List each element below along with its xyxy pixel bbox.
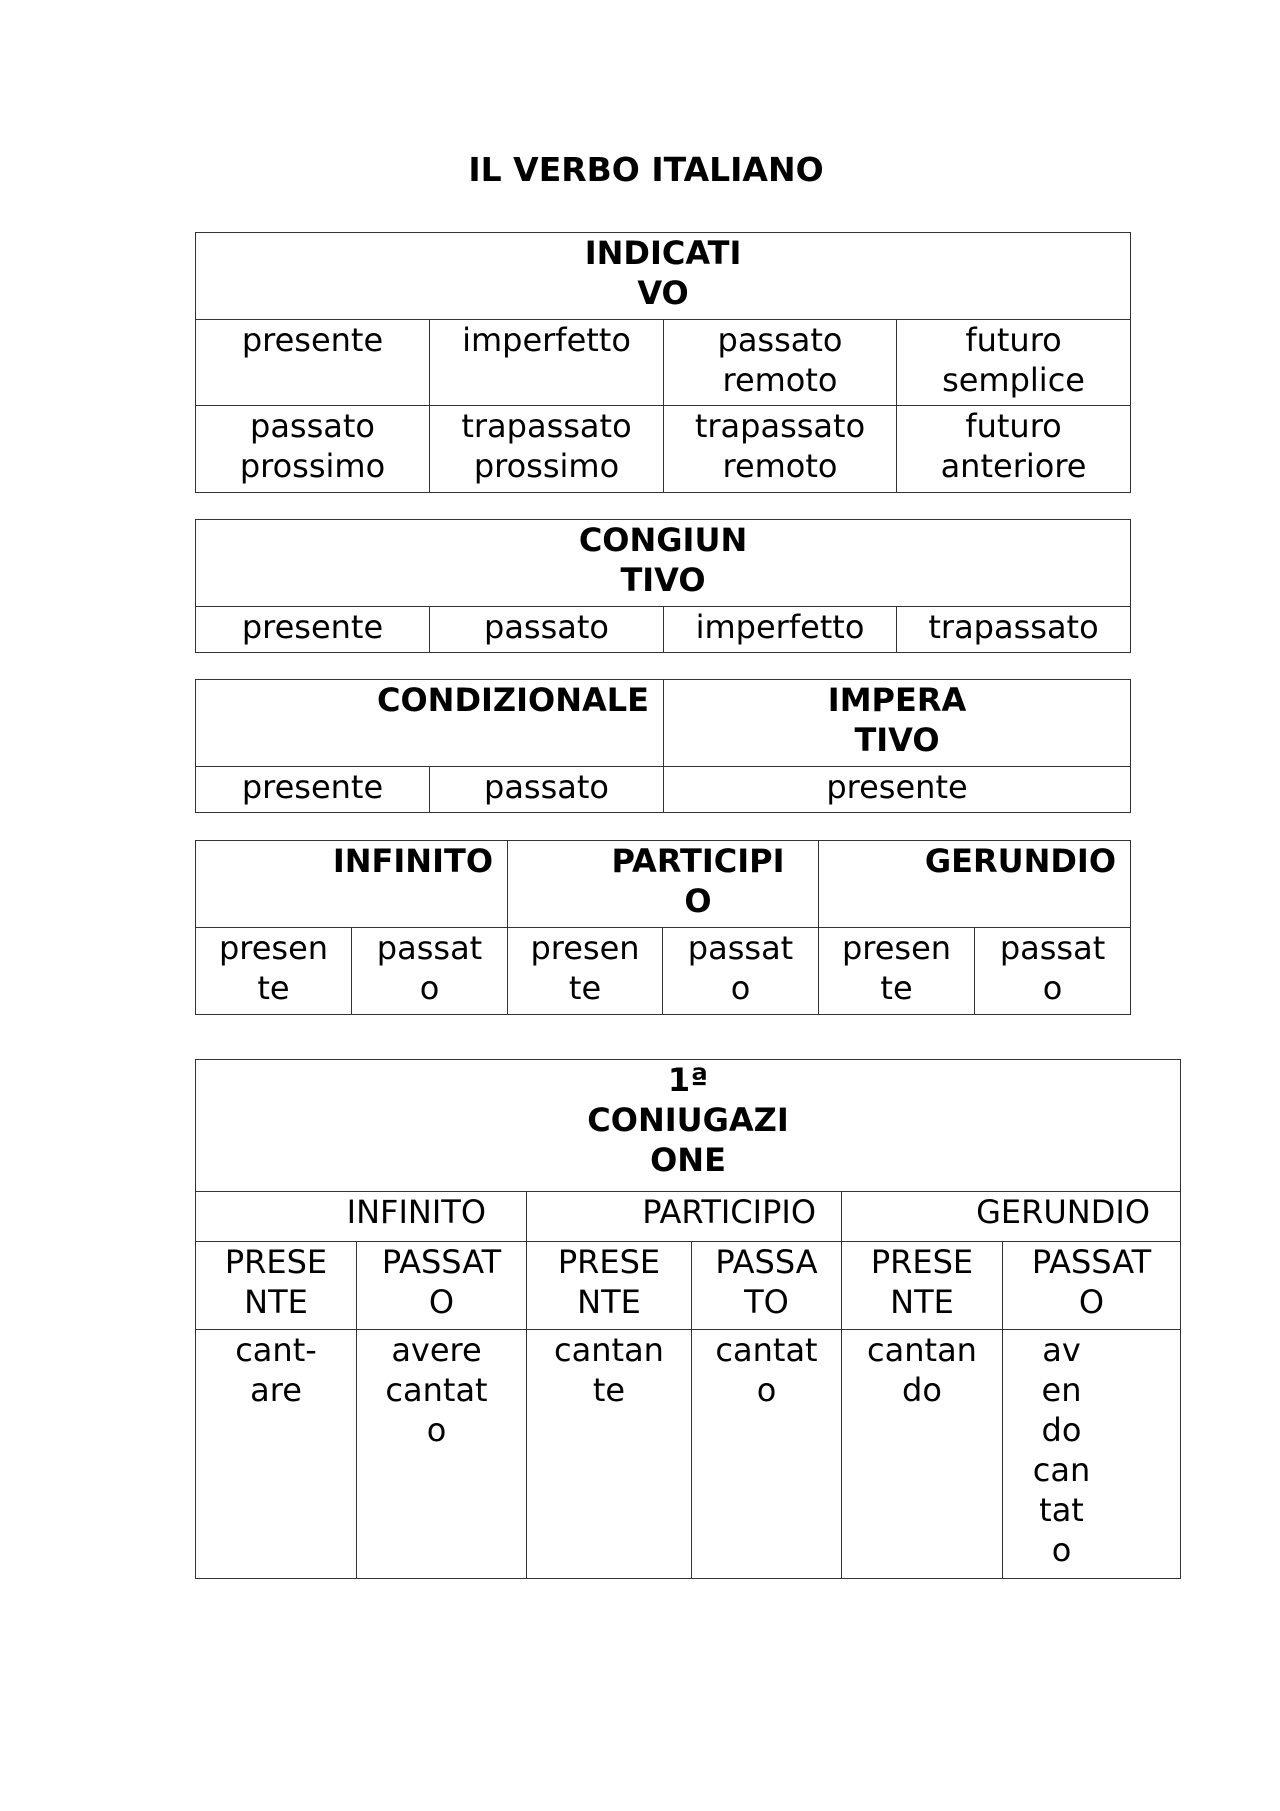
participio-presente: presen te <box>508 928 663 1015</box>
coniugazione-table <box>195 1059 1181 1579</box>
indicativo-passato-prossimo: passato prossimo <box>196 406 430 493</box>
indicativo-table <box>195 232 1131 493</box>
gerundio-heading: GERUNDIO <box>819 841 1131 928</box>
congiuntivo-presente: presente <box>196 607 430 653</box>
coniugazione-group-infinito: INFINITO <box>196 1192 527 1242</box>
form-cantante: cantan te <box>527 1330 692 1579</box>
congiuntivo-trapassato: trapassato <box>897 607 1131 653</box>
indicativo-futuro-anteriore: futuro anteriore <box>897 406 1131 493</box>
form-cantare: cant- are <box>196 1330 357 1579</box>
gerundio-presente: presen te <box>819 928 975 1015</box>
condizionale-heading: CONDIZIONALE <box>196 680 664 767</box>
imperativo-heading: IMPERA TIVO <box>664 680 1131 767</box>
subhead-gerundio-presente: PRESE NTE <box>842 1242 1003 1330</box>
infinito-heading: INFINITO <box>196 841 508 928</box>
coniugazione-group-participio: PARTICIPIO <box>527 1192 842 1242</box>
condizionale-passato: passato <box>430 767 664 813</box>
indicativo-trapassato-remoto: trapassato remoto <box>664 406 897 493</box>
subhead-infinito-passato: PASSAT O <box>357 1242 527 1330</box>
subhead-infinito-presente: PRESE NTE <box>196 1242 357 1330</box>
congiuntivo-heading: CONGIUN TIVO <box>196 520 1131 607</box>
coniugazione-group-gerundio: GERUNDIO <box>842 1192 1181 1242</box>
indicativo-presente: presente <box>196 320 430 406</box>
congiuntivo-table <box>195 519 1131 653</box>
document-title: IL VERBO ITALIANO <box>468 150 824 189</box>
form-cantando: cantan do <box>842 1330 1003 1579</box>
subhead-participio-presente: PRESE NTE <box>527 1242 692 1330</box>
infinito-passato: passat o <box>352 928 508 1015</box>
subhead-participio-passato: PASSA TO <box>692 1242 842 1330</box>
condizionale-presente: presente <box>196 767 430 813</box>
condizionale-imperativo-table <box>195 679 1131 813</box>
modi-indefiniti-table <box>195 840 1131 1015</box>
participio-heading: PARTICIPI O <box>508 841 819 928</box>
form-avendo-cantato: av en do can tat o <box>1003 1330 1181 1579</box>
indicativo-passato-remoto: passato remoto <box>664 320 897 406</box>
indicativo-heading: INDICATI VO <box>196 233 1131 320</box>
indicativo-imperfetto: imperfetto <box>430 320 664 406</box>
imperativo-presente: presente <box>664 767 1131 813</box>
participio-passato: passat o <box>663 928 819 1015</box>
infinito-presente: presen te <box>196 928 352 1015</box>
subhead-gerundio-passato: PASSAT O <box>1003 1242 1181 1330</box>
congiuntivo-imperfetto: imperfetto <box>664 607 897 653</box>
indicativo-trapassato-prossimo: trapassato prossimo <box>430 406 664 493</box>
indicativo-futuro-semplice: futuro semplice <box>897 320 1131 406</box>
coniugazione-heading: 1ª CONIUGAZI ONE <box>196 1060 1181 1192</box>
form-avere-cantato: avere cantat o <box>357 1330 527 1579</box>
congiuntivo-passato: passato <box>430 607 664 653</box>
gerundio-passato: passat o <box>975 928 1131 1015</box>
form-cantato: cantat o <box>692 1330 842 1579</box>
